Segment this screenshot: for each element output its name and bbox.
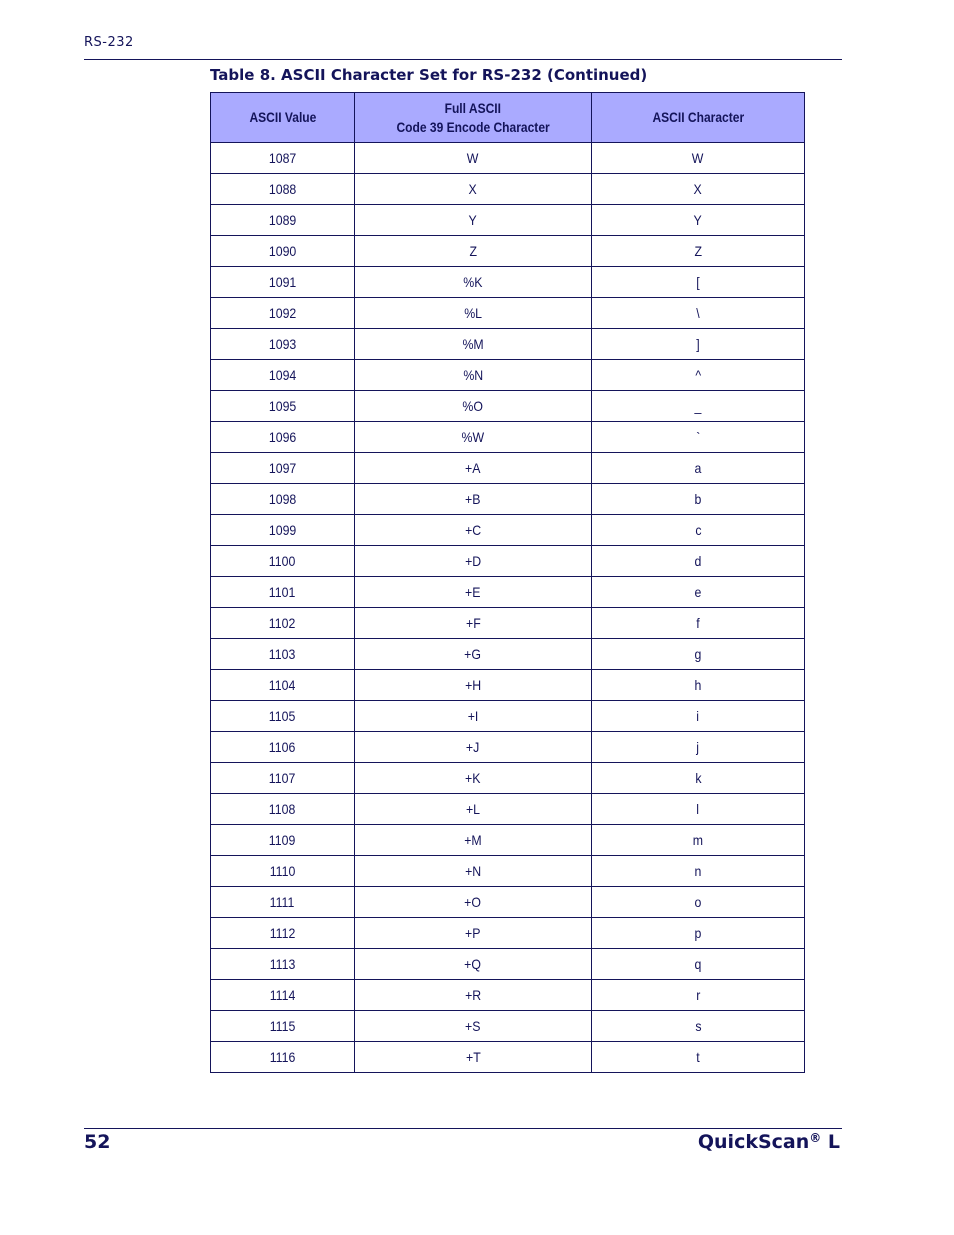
cell-ascii-char: s — [592, 1011, 805, 1042]
product-name-text: QuickScan — [697, 1131, 810, 1153]
cell-ascii-char: ] — [592, 329, 805, 360]
table-row — [211, 391, 805, 422]
product-name — [698, 1131, 840, 1153]
table-row — [211, 236, 805, 267]
cell-code39-char: %N — [355, 360, 592, 391]
cell-ascii-value: 1101 — [211, 577, 355, 608]
cell-code39-char: Z — [355, 236, 592, 267]
cell-ascii-value: 1096 — [211, 422, 355, 453]
cell-code39-char: +S — [355, 1011, 592, 1042]
cell-code39-char: %K — [355, 267, 592, 298]
cell-ascii-char: p — [592, 918, 805, 949]
cell-ascii-value: 1114 — [211, 980, 355, 1011]
cell-code39-char: +T — [355, 1042, 592, 1073]
table-row — [211, 298, 805, 329]
cell-code39-char: +C — [355, 515, 592, 546]
cell-ascii-value: 1115 — [211, 1011, 355, 1042]
cell-ascii-value: 1110 — [211, 856, 355, 887]
cell-ascii-char: c — [592, 515, 805, 546]
cell-code39-char: +L — [355, 794, 592, 825]
page-number: 52 — [84, 1131, 111, 1153]
cell-ascii-value: 1098 — [211, 484, 355, 515]
cell-ascii-value: 1097 — [211, 453, 355, 484]
cell-code39-char: +N — [355, 856, 592, 887]
cell-code39-char: +H — [355, 670, 592, 701]
cell-code39-char: +E — [355, 577, 592, 608]
cell-ascii-value: 1090 — [211, 236, 355, 267]
cell-code39-char: +Q — [355, 949, 592, 980]
cell-ascii-char: X — [592, 174, 805, 205]
cell-ascii-value: 1103 — [211, 639, 355, 670]
cell-ascii-char: k — [592, 763, 805, 794]
cell-code39-char: +A — [355, 453, 592, 484]
column-header-code39 — [355, 93, 592, 143]
cell-ascii-char: q — [592, 949, 805, 980]
cell-ascii-value: 1089 — [211, 205, 355, 236]
cell-code39-char: +I — [355, 701, 592, 732]
table-row — [211, 670, 805, 701]
table-row — [211, 515, 805, 546]
cell-code39-char: Y — [355, 205, 592, 236]
cell-ascii-char: o — [592, 887, 805, 918]
cell-ascii-value: 1093 — [211, 329, 355, 360]
cell-ascii-value: 1106 — [211, 732, 355, 763]
table-row — [211, 1042, 805, 1073]
header-divider — [84, 59, 842, 60]
cell-ascii-char: d — [592, 546, 805, 577]
cell-ascii-char: n — [592, 856, 805, 887]
cell-code39-char: %O — [355, 391, 592, 422]
cell-ascii-value: 1105 — [211, 701, 355, 732]
cell-code39-char: +O — [355, 887, 592, 918]
cell-ascii-char: t — [592, 1042, 805, 1073]
cell-ascii-value: 1104 — [211, 670, 355, 701]
cell-code39-char: +P — [355, 918, 592, 949]
cell-ascii-value: 1116 — [211, 1042, 355, 1073]
table-row — [211, 918, 805, 949]
cell-ascii-char: j — [592, 732, 805, 763]
cell-ascii-char: W — [592, 143, 805, 174]
cell-code39-char: +K — [355, 763, 592, 794]
cell-ascii-value: 1088 — [211, 174, 355, 205]
cell-ascii-char: m — [592, 825, 805, 856]
cell-ascii-value: 1091 — [211, 267, 355, 298]
cell-ascii-value: 1113 — [211, 949, 355, 980]
table-row — [211, 794, 805, 825]
table-header-row — [211, 93, 805, 143]
table-title: Table 8. ASCII Character Set for RS-232 (Continued) — [210, 66, 648, 84]
cell-ascii-value: 1102 — [211, 608, 355, 639]
product-suffix: L — [821, 1131, 840, 1153]
cell-ascii-char: [ — [592, 267, 805, 298]
cell-ascii-value: 1092 — [211, 298, 355, 329]
cell-ascii-char: i — [592, 701, 805, 732]
cell-ascii-char: ^ — [592, 360, 805, 391]
cell-ascii-value: 1100 — [211, 546, 355, 577]
cell-ascii-char: \ — [592, 298, 805, 329]
table-row — [211, 267, 805, 298]
cell-ascii-char: f — [592, 608, 805, 639]
table-row — [211, 422, 805, 453]
cell-code39-char: +G — [355, 639, 592, 670]
table-row — [211, 980, 805, 1011]
table-row — [211, 608, 805, 639]
cell-ascii-value: 1087 — [211, 143, 355, 174]
column-header-code39-line1: Full ASCII — [444, 99, 502, 116]
table-row — [211, 949, 805, 980]
cell-code39-char: +B — [355, 484, 592, 515]
registered-mark: ® — [809, 1131, 822, 1145]
cell-ascii-value: 1099 — [211, 515, 355, 546]
cell-code39-char: %W — [355, 422, 592, 453]
table-body — [211, 143, 805, 1073]
footer-divider — [84, 1128, 842, 1129]
cell-code39-char: +F — [355, 608, 592, 639]
cell-ascii-char: b — [592, 484, 805, 515]
column-header-ascii-value: ASCII Value — [211, 93, 355, 143]
table-row — [211, 856, 805, 887]
cell-ascii-value: 1109 — [211, 825, 355, 856]
cell-ascii-value: 1112 — [211, 918, 355, 949]
cell-ascii-char: g — [592, 639, 805, 670]
table-row — [211, 825, 805, 856]
cell-code39-char: W — [355, 143, 592, 174]
table-row — [211, 763, 805, 794]
cell-ascii-char: e — [592, 577, 805, 608]
table-row — [211, 360, 805, 391]
cell-ascii-char: l — [592, 794, 805, 825]
section-header: RS-232 — [84, 35, 134, 50]
column-header-ascii-character: ASCII Character — [592, 93, 805, 143]
cell-ascii-char: ` — [592, 422, 805, 453]
cell-ascii-value: 1094 — [211, 360, 355, 391]
cell-code39-char: %M — [355, 329, 592, 360]
ascii-table — [210, 92, 805, 1073]
cell-code39-char: +J — [355, 732, 592, 763]
cell-code39-char: X — [355, 174, 592, 205]
cell-ascii-char: r — [592, 980, 805, 1011]
cell-ascii-value: 1095 — [211, 391, 355, 422]
cell-ascii-value: 1107 — [211, 763, 355, 794]
table-row — [211, 484, 805, 515]
cell-ascii-value: 1108 — [211, 794, 355, 825]
cell-ascii-value: 1111 — [211, 887, 355, 918]
table-row — [211, 205, 805, 236]
table-row — [211, 639, 805, 670]
table-row — [211, 546, 805, 577]
cell-ascii-char: Z — [592, 236, 805, 267]
column-header-code39-line2: Code 39 Encode Character — [396, 118, 550, 135]
cell-code39-char: +D — [355, 546, 592, 577]
cell-code39-char: %L — [355, 298, 592, 329]
table-row — [211, 887, 805, 918]
cell-code39-char: +M — [355, 825, 592, 856]
table-row — [211, 174, 805, 205]
cell-ascii-char: a — [592, 453, 805, 484]
table-row — [211, 329, 805, 360]
cell-ascii-char: _ — [592, 391, 805, 422]
cell-ascii-char: Y — [592, 205, 805, 236]
table-row — [211, 701, 805, 732]
table-row — [211, 143, 805, 174]
table-row — [211, 732, 805, 763]
table-row — [211, 453, 805, 484]
table-row — [211, 1011, 805, 1042]
cell-code39-char: +R — [355, 980, 592, 1011]
cell-ascii-char: h — [592, 670, 805, 701]
table-row — [211, 577, 805, 608]
